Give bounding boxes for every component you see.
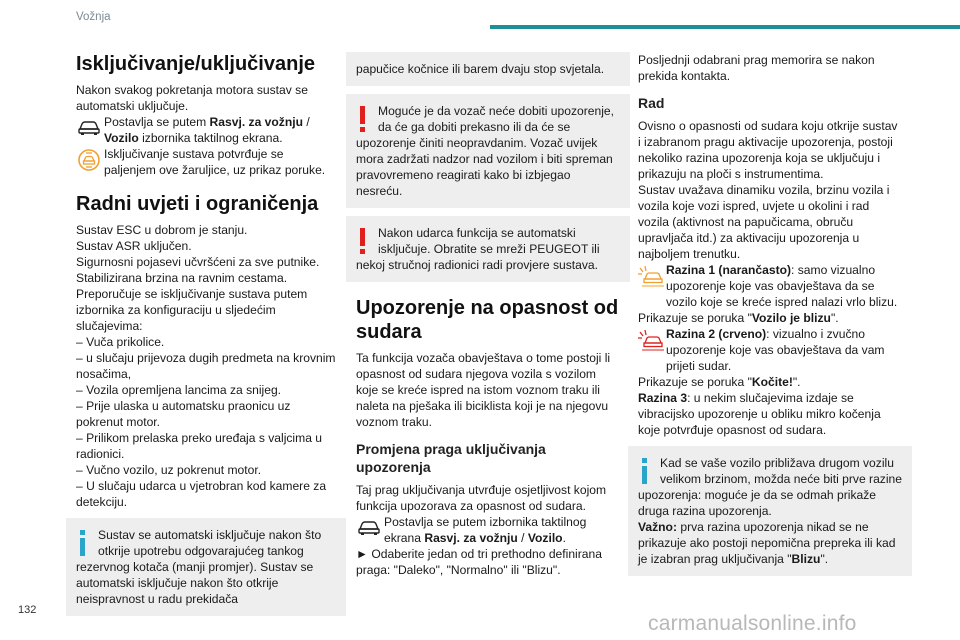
- menu-separator: /: [517, 531, 528, 545]
- menu-setting-pre: Postavlja se putem: [104, 115, 210, 129]
- condition-line: Stabilizirana brzina na ravnim cestama.: [76, 271, 288, 285]
- level-2-row: [638, 326, 902, 374]
- threshold-setting-post: .: [562, 531, 566, 545]
- menu-separator: /: [302, 115, 310, 129]
- level-1-text: : samo vizualno upozorenje koje vas obavještava da se vozilo koje se kreće ispred nalazi vrlo blizu.: [666, 263, 898, 309]
- car-menu-icon: [354, 514, 384, 542]
- warning-icon: [356, 105, 370, 131]
- condition-line: Sustav ASR uključen.: [76, 239, 192, 253]
- level-2-msg-pre: Prikazuje se poruka ": [638, 375, 752, 389]
- condition-line: Preporučuje se isključivanje sustava putem izbornika za konfiguraciju u sljedećim slučajevima:: [76, 287, 308, 333]
- heading-threshold: Promjena praga uključivanja upozorenja: [356, 441, 546, 475]
- heading-collision-warning: Upozorenje na opasnost od sudara: [356, 297, 619, 343]
- page-number: 132: [18, 604, 37, 616]
- car-menu-icon: [74, 114, 104, 142]
- info-important-label: Važno:: [638, 520, 677, 534]
- level-1-msg-pre: Prikazuje se poruka ": [638, 311, 752, 325]
- setting-row-menu: [76, 114, 336, 146]
- level-1-message: Vozilo je blizu: [751, 311, 831, 325]
- collision-warning-lamp-icon: [74, 146, 104, 174]
- info-icon: [76, 529, 90, 555]
- collision-level-2-icon: [636, 326, 666, 354]
- info-important-end: ".: [820, 552, 829, 566]
- menu-name-vehicle: Vozilo: [527, 531, 563, 545]
- section-title: Vožnja: [76, 11, 111, 23]
- condition-line: Sustav ESC u dobrom je stanju.: [76, 223, 248, 237]
- warning-icon: [356, 227, 370, 253]
- paragraph-last-threshold: Posljednji odabrani prag memorira se nakon prekida kontakta.: [638, 53, 875, 83]
- level-2-label: Razina 2 (crveno): [666, 327, 767, 341]
- level-3-text: : u nekim slučajevima izdaje se vibracijsko upozorenje u obliku mikro kočenja koje potvrđuje opasnost od sudara.: [638, 391, 881, 437]
- info-box-text: Sustav se automatski isključuje nakon što otkrije upotrebu odgovarajućeg tankog rezervnog kotača (manji promjer). Sustav se automatski isključuje nakon što otkrije neispravnost u radu prekidača: [76, 528, 322, 606]
- paragraph-operation-1: Ovisno o opasnosti od sudara koju otkrije sustav i izabranom pragu aktivacije upozorenja, postoji nekoliko razina upozorenja koja se uključuju i prikazuju na ploči s instrumentima.: [638, 119, 898, 181]
- paragraph-auto-enable: Nakon svakog pokretanja motora sustav se automatski uključuje.: [76, 83, 308, 113]
- info-threshold-near: Blizu: [791, 552, 821, 566]
- heading-enable-disable: Isključivanje/uključivanje: [76, 53, 316, 75]
- conditions-list: [76, 222, 336, 510]
- info-box-continued: [346, 52, 630, 86]
- info-icon: [638, 457, 652, 483]
- heading-operation: Rad: [638, 95, 665, 111]
- collision-level-1-icon: [636, 262, 666, 290]
- info-box-auto-disable: [66, 518, 346, 616]
- header-accent-bar: [490, 25, 960, 29]
- level-2-message: Kočite!: [751, 375, 793, 389]
- level-1-msg-post: ".: [830, 311, 839, 325]
- column-3: [638, 52, 902, 584]
- condition-line: – Vuča prikolice.: [76, 335, 165, 349]
- paragraph-select-threshold: ► Odaberite jedan od tri prethodno definirana praga: "Daleko", "Normalno" ili "Blizu".: [356, 547, 602, 577]
- level-1-label: Razina 1 (narančasto): [666, 263, 792, 277]
- info-box-levels: [628, 446, 912, 576]
- menu-name-vehicle: Vozilo: [104, 131, 139, 145]
- warning-lamp-row: [76, 146, 336, 178]
- paragraph-operation-2: Sustav uvažava dinamiku vozila, brzinu vozila i vozila koje vozi ispred, uvjete u okolini i rad vozila (aktivnost na papučicama, obruču upravljača itd.) za aktivaciju upozorenja u najboljem trenutku.: [638, 183, 890, 261]
- warning-box-driver-text: Moguće je da vozač neće dobiti upozorenje, da će ga dobiti prekasno ili da će se upozorenje činiti neopravdanim. Vozač uvijek mora zadržati nadzor nad vozilom i biti spreman pravovremeno reagirati kako bi izbjegao nesreću.: [356, 104, 614, 198]
- menu-name-lighting: Rasvj. za vožnju: [209, 115, 303, 129]
- paragraph-threshold: Taj prag uključivanja utvrđuje osjetljivost kojom funkcija upozorava za opasnost od sudara.: [356, 483, 607, 513]
- warning-box-driver: [346, 94, 630, 208]
- column-2: [356, 52, 620, 578]
- condition-line: – Vučno vozilo, uz pokrenut motor.: [76, 463, 262, 477]
- threshold-setting-pre: Postavlja se putem izbornika taktilnog ekrana: [384, 515, 587, 545]
- info-important-text: prva razina upozorenja nikad se ne prikazuje ako postoji nepomična prepreka ili kad je izabran prag uključivanja ": [638, 520, 896, 566]
- condition-line: – U slučaju udarca u vjetrobran kod kamere za detekciju.: [76, 479, 327, 509]
- setting-row-threshold: [356, 514, 620, 546]
- menu-setting-post: izbornika taktilnog ekrana.: [138, 131, 283, 145]
- column-1: [76, 52, 336, 624]
- info-box-continued-text: papučice kočnice ili barem dvaju stop svjetala.: [356, 62, 605, 76]
- warning-box-impact: [346, 216, 630, 282]
- condition-line: – Vozila opremljena lancima za snijeg.: [76, 383, 282, 397]
- warning-lamp-text: Isključivanje sustava potvrđuje se paljenjem ove žaruljice, uz prikaz poruke.: [104, 147, 326, 177]
- level-3-label: Razina 3: [638, 391, 688, 405]
- condition-line: Sigurnosni pojasevi učvršćeni za sve putnike.: [76, 255, 320, 269]
- warning-box-impact-text: Nakon udarca funkcija se automatski isključuje. Obratite se mreži PEUGEOT ili nekoj stručnoj radionici radi provjere sustava.: [356, 226, 600, 272]
- info-box-levels-text: Kad se vaše vozilo približava drugom vozilu velikom brzinom, možda neće biti prve razine upozorenja: moguće je da se odmah prikaže druga razina upozorenja.: [638, 456, 902, 518]
- condition-line: – u slučaju prijevoza dugih predmeta na krovnim nosačima,: [76, 351, 336, 381]
- menu-name-lighting: Rasvj. za vožnju: [424, 531, 518, 545]
- paragraph-collision: Ta funkcija vozača obavještava o tome postoji li opasnost od sudara njegova vozila s vozilom koje se kreće ispred na istom voznom traku ili naleta na pješaka ili biciklista koji je na njegovu voznom traku.: [356, 351, 611, 429]
- level-1-row: [638, 262, 902, 310]
- heading-conditions: Radni uvjeti i ograničenja: [76, 193, 319, 215]
- condition-line: – Prilikom prelaska preko uređaja s valjcima u radionici.: [76, 431, 323, 461]
- condition-line: – Prije ulaska u automatsku praonicu uz pokrenut motor.: [76, 399, 291, 429]
- level-2-msg-post: ".: [792, 375, 801, 389]
- level-2-text: : vizualno i zvučno upozorenje koje vas obavještava da vam prijeti sudar.: [666, 327, 885, 373]
- watermark: carmanualsonline.info: [648, 612, 857, 635]
